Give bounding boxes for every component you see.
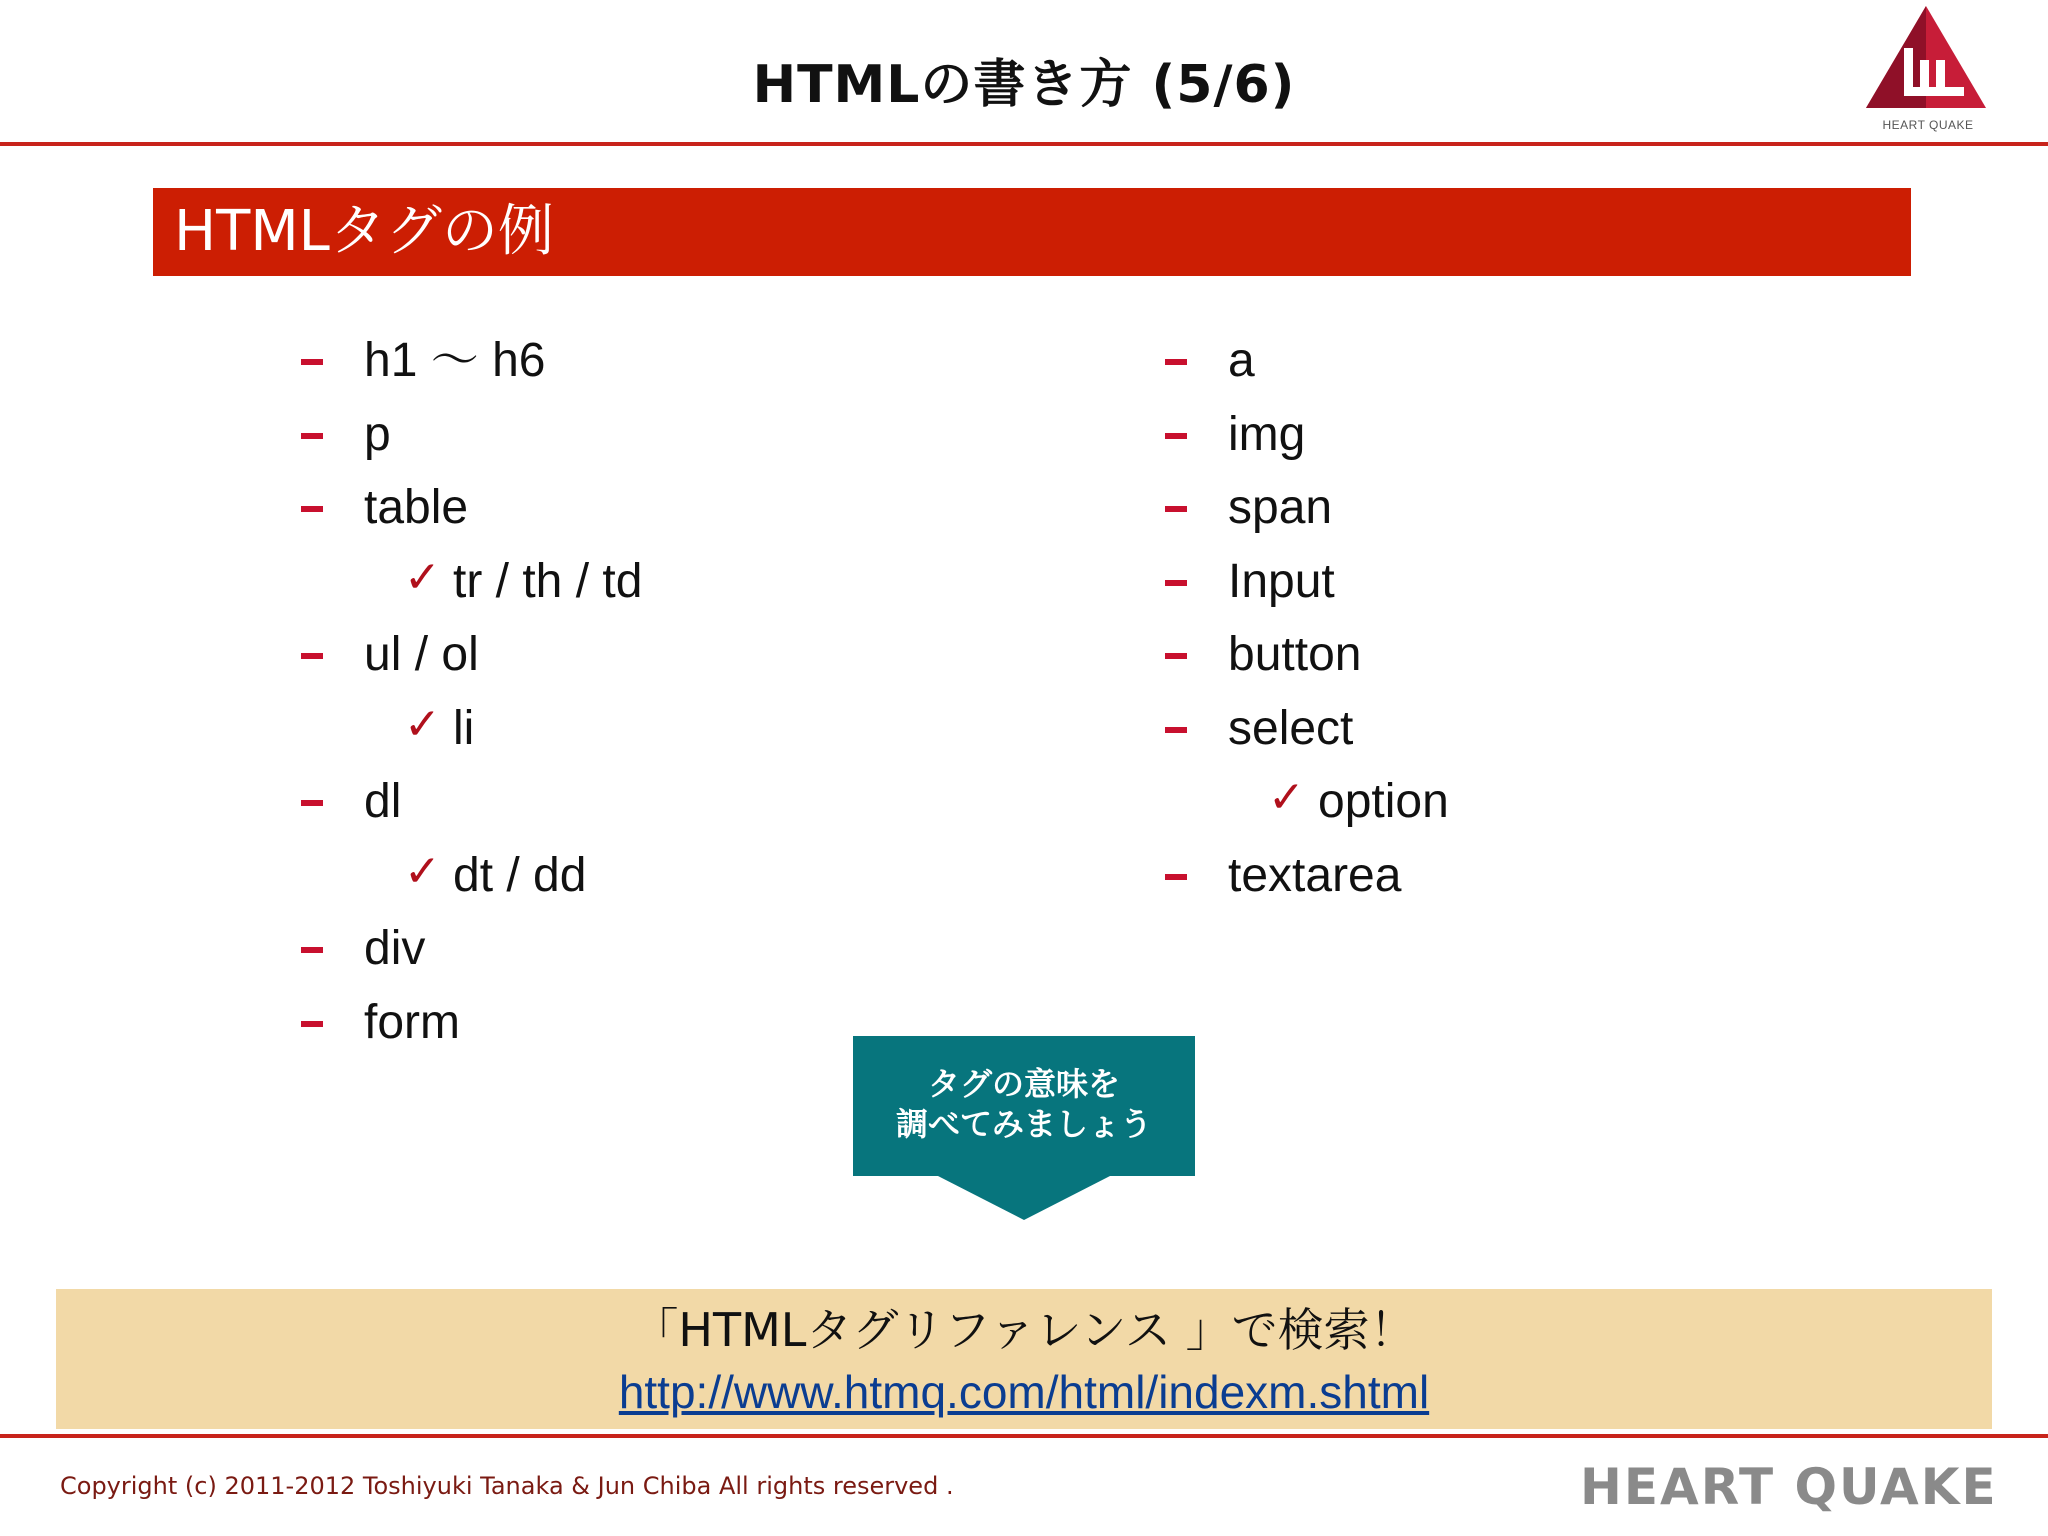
- dash-bullet-icon: [1165, 506, 1187, 512]
- sub-list-item: tr / th / td: [453, 554, 643, 608]
- list-item: a: [1228, 334, 1255, 387]
- dash-bullet-icon: [1165, 433, 1187, 439]
- dash-bullet-icon: [301, 653, 323, 659]
- copyright-notice: Copyright (c) 2011-2012 Toshiyuki Tanaka & Jun Chiba All rights reserved .: [60, 1472, 954, 1500]
- dash-bullet-icon: [301, 506, 323, 512]
- callout-line-1: タグの意味を: [927, 1065, 1120, 1103]
- dash-bullet-icon: [1165, 580, 1187, 586]
- reference-link-row: [56, 1364, 1992, 1420]
- footer-brand: HEART QUAKE: [1580, 1458, 1998, 1516]
- dash-bullet-icon: [301, 1021, 323, 1027]
- list-item: select: [1228, 701, 1354, 755]
- checkmark-icon: ✓: [404, 846, 441, 896]
- section-title: HTMLタグの例: [174, 199, 554, 264]
- list-item: Input: [1228, 554, 1335, 608]
- dash-bullet-icon: [1165, 359, 1187, 365]
- reference-link[interactable]: http://www.htmq.com/html/indexm.shtml: [618, 1366, 1430, 1418]
- list-item: span: [1228, 481, 1333, 534]
- dash-bullet-icon: [1165, 874, 1187, 880]
- list-item: dl: [364, 775, 402, 828]
- dash-bullet-icon: [301, 433, 323, 439]
- top-divider: [0, 142, 2048, 146]
- dash-bullet-icon: [301, 359, 323, 365]
- dash-bullet-icon: [1165, 653, 1187, 659]
- list-item: h1 ～ h6: [364, 334, 546, 387]
- dash-bullet-icon: [301, 800, 323, 806]
- dash-bullet-icon: [1165, 727, 1187, 733]
- bottom-divider: [0, 1434, 2048, 1438]
- slide-title: HTMLの書き方 (5/6): [752, 55, 1296, 115]
- checkmark-icon: ✓: [404, 552, 441, 602]
- sub-list-item: dt / dd: [453, 848, 587, 902]
- sub-list-item: li: [453, 701, 475, 755]
- down-arrow-icon: [938, 1176, 1110, 1220]
- checkmark-icon: ✓: [404, 699, 441, 749]
- list-item: form: [364, 995, 460, 1049]
- search-instruction: 「HTMLタグリファレンス 」で検索！: [632, 1303, 1416, 1357]
- list-item: img: [1228, 407, 1306, 461]
- list-item: p: [364, 407, 391, 461]
- sub-list-item: option: [1318, 775, 1449, 828]
- list-item: table: [364, 481, 469, 534]
- logo-text: HEART QUAKE: [1882, 118, 1974, 132]
- checkmark-icon: ✓: [1268, 773, 1305, 822]
- list-item: div: [364, 922, 426, 975]
- dash-bullet-icon: [301, 947, 323, 953]
- list-item: ul / ol: [364, 628, 479, 681]
- callout-text: [853, 1064, 1195, 1144]
- list-item: textarea: [1228, 848, 1402, 902]
- list-item: button: [1228, 628, 1362, 681]
- callout-line-2: 調べてみましょう: [895, 1105, 1152, 1143]
